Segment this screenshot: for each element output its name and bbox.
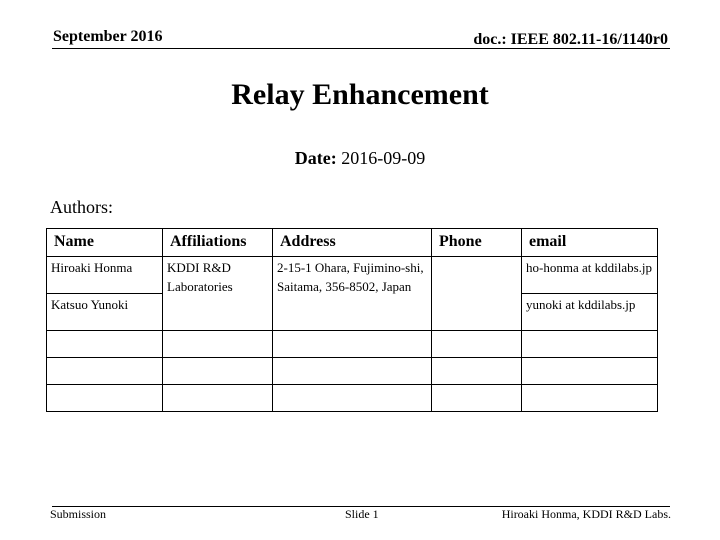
empty-cell: [273, 358, 432, 385]
header-email: email: [522, 229, 658, 257]
header-date: September 2016: [53, 28, 163, 45]
header-divider: [52, 48, 670, 49]
table-row-empty: [47, 358, 658, 385]
footer-author: Hiroaki Honma, KDDI R&D Labs.: [501, 507, 671, 521]
header-affiliations: Affiliations: [163, 229, 273, 257]
empty-cell: [47, 358, 163, 385]
author-affiliation-cell: KDDI R&D Laboratories: [163, 257, 273, 331]
footer-submission: Submission: [50, 507, 107, 521]
empty-cell: [47, 385, 163, 412]
date-value: 2016-09-09: [341, 148, 426, 168]
empty-cell: [273, 331, 432, 358]
authors-label: Authors:: [50, 197, 113, 217]
empty-cell: [522, 385, 658, 412]
empty-cell: [273, 385, 432, 412]
empty-cell: [432, 358, 522, 385]
header-doc-id: doc.: IEEE 802.11-16/1140r0: [473, 31, 668, 48]
empty-cell: [163, 358, 273, 385]
authors-table: [46, 228, 658, 412]
author-email-cell: yunoki at kddilabs.jp: [522, 294, 658, 331]
empty-cell: [522, 331, 658, 358]
author-phone-cell: [432, 257, 522, 331]
footer-slide-number: Slide 1: [345, 507, 379, 521]
table-row-empty: [47, 385, 658, 412]
table-row-empty: [47, 331, 658, 358]
author-email-cell: ho-honma at kddilabs.jp: [522, 257, 658, 294]
date-line: [0, 148, 720, 169]
table-row: [47, 257, 658, 294]
empty-cell: [163, 385, 273, 412]
date-label: Date:: [294, 148, 337, 168]
author-name-cell: Hiroaki Honma: [47, 257, 163, 294]
slide-title: Relay Enhancement: [231, 78, 489, 111]
author-address-cell: 2-15-1 Ohara, Fujimino-shi, Saitama, 356-8502, Japan: [273, 257, 432, 331]
empty-cell: [432, 385, 522, 412]
empty-cell: [432, 331, 522, 358]
header-phone: Phone: [432, 229, 522, 257]
empty-cell: [522, 358, 658, 385]
header-address: Address: [273, 229, 432, 257]
empty-cell: [163, 331, 273, 358]
empty-cell: [47, 331, 163, 358]
author-name-cell: Katsuo Yunoki: [47, 294, 163, 331]
header-name: Name: [47, 229, 163, 257]
table-header-row: [47, 229, 658, 257]
